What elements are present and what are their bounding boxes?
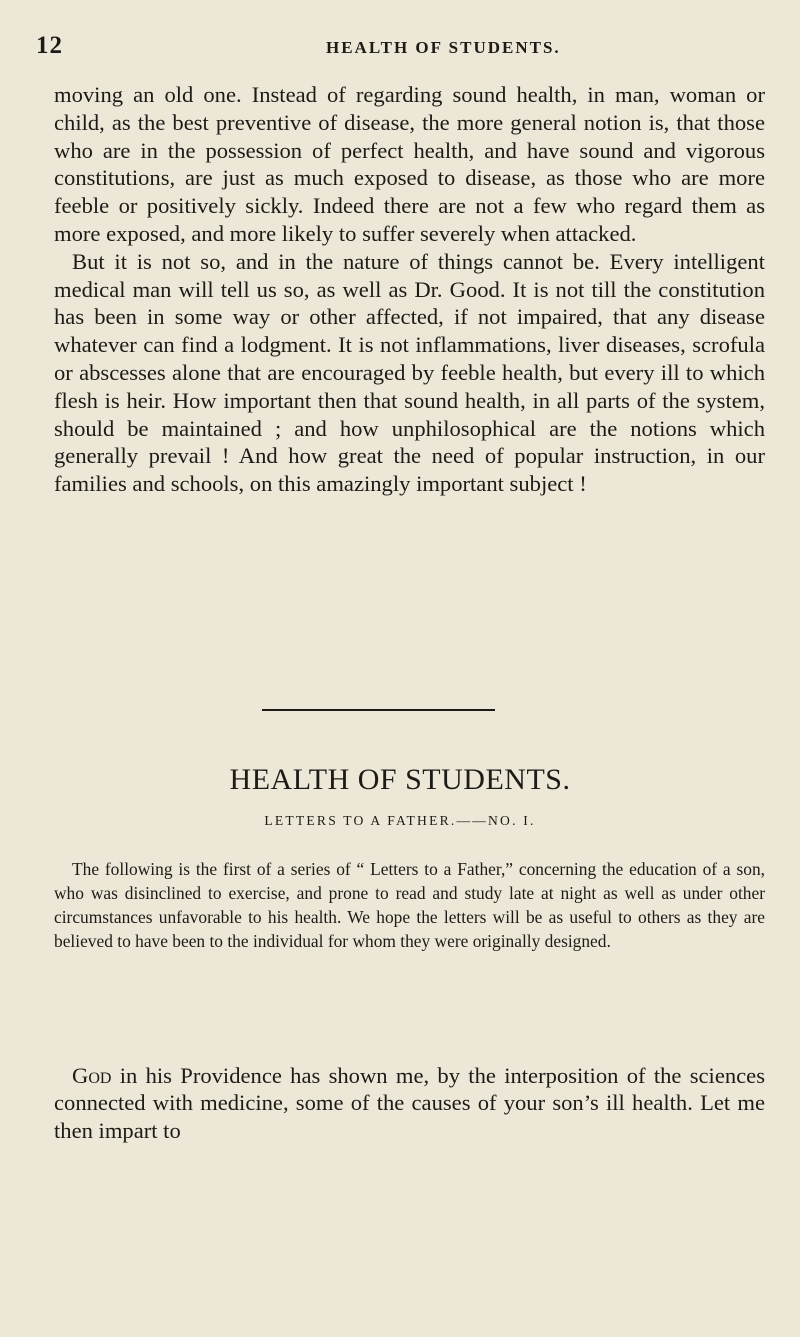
page-number: 12 xyxy=(36,32,63,59)
letter-body xyxy=(54,1062,765,1145)
running-head xyxy=(36,32,764,59)
paragraph-2: But it is not so, and in the nature of things cannot be. Every intelligent medical man will tell us so, as well as Dr. Good. It is not till the constitution has been in some way or other affected, if not impaired, that any disease whatever can find a lodgment. It is not inflammations, liver diseases, scrofula or abscesses alone that are encouraged by feeble health, but every ill to which flesh is heir. How important then that sound health, in all parts of the system, should be maintained ; and how unphilosophical are the notions which generally prevail ! And how great the need of popular instruction, in our families and schools, on this amazingly important subject ! xyxy=(54,248,765,497)
section-divider xyxy=(262,709,495,711)
intro-note: The following is the first of a series of “ Letters to a Father,” concerning the education of a son, who was disinclined to exercise, and prone to read and study late at night as well as under other circumstances unfavorable to his health. We hope the letters will be as useful to others as they are believed to have been to the individual for whom they were originally designed. xyxy=(54,859,765,951)
body-text xyxy=(54,81,765,498)
running-title: HEALTH OF STUDENTS. xyxy=(326,38,561,57)
letter-opening-word: God xyxy=(72,1062,112,1088)
letter-text: in his Providence has shown me, by the interposition of the sciences connected with medicine, some of the causes of your son’s ill health. Let me then impart to xyxy=(54,1062,765,1143)
section-title: HEALTH OF STUDENTS. xyxy=(229,763,571,796)
section-subtitle: LETTERS TO A FATHER.——NO. I. xyxy=(264,813,536,828)
paragraph-1: moving an old one. Instead of regarding sound health, in man, woman or child, as the best preventive of disease, the more general notion is, that those who are in the possession of perfect health, and have sound and vigorous constitutions, are just as much exposed to disease, as those who are more feeble or positively sickly. Indeed there are not a few who regard them as more exposed, and more likely to suffer severely when attacked. xyxy=(54,82,765,246)
